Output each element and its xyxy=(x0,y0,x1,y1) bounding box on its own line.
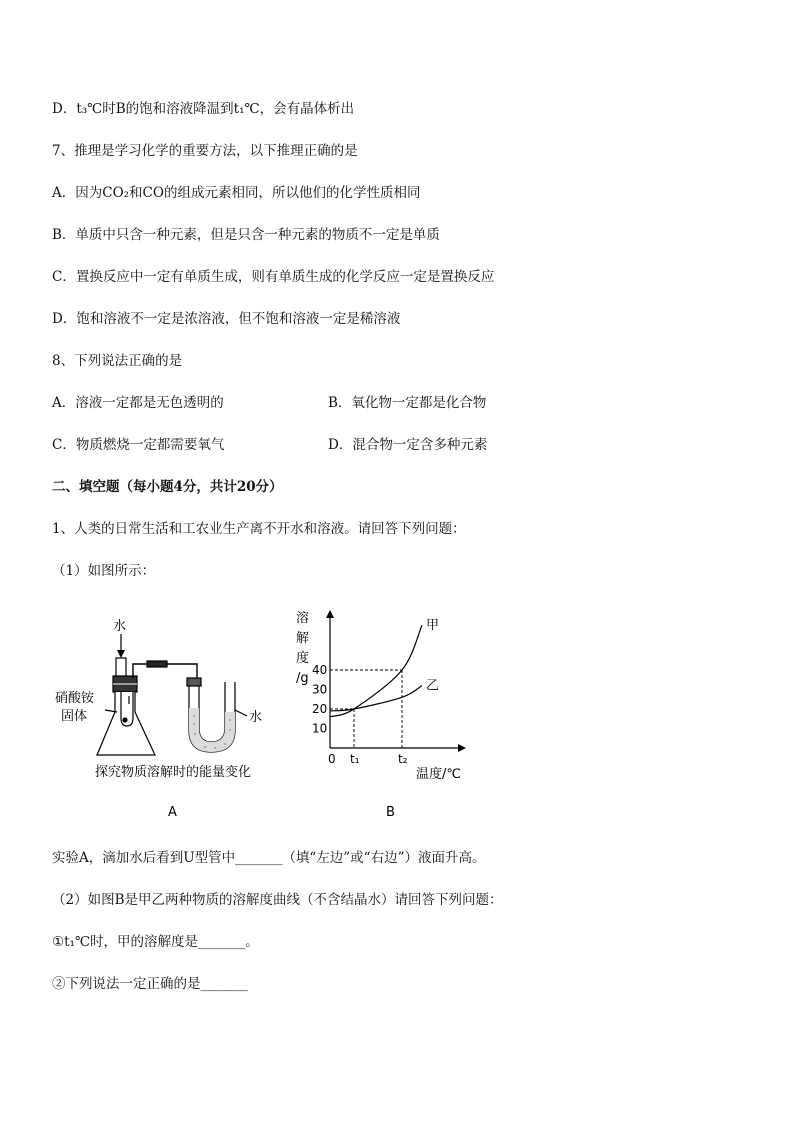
q7-option-a: A．因为CO₂和CO的组成元素相同，所以他们的化学性质相同 xyxy=(52,185,421,201)
q8-option-d: D．混合物一定含多种元素 xyxy=(328,437,488,453)
q8-option-b: B．氧化物一定都是化合物 xyxy=(328,395,487,411)
x-axis-arrow xyxy=(458,744,466,752)
x-tick-label: t₁ xyxy=(350,752,360,766)
fill-q1-part1: （1）如图所示： xyxy=(52,563,156,579)
figure-a-caption: 探究物质溶解时的能量变化 xyxy=(95,765,252,780)
q7-stem: 7、推理是学习化学的重要方法，以下推理正确的是 xyxy=(52,143,358,159)
figure-b-letter: B xyxy=(386,805,395,820)
solid-label-line1: 硝酸铵 xyxy=(55,691,95,706)
series-curve-yi xyxy=(330,686,422,711)
experiment-a-question: 实验A，滴加水后看到U型管中_______（填“左边”或“右边”）液面升高。 xyxy=(52,850,486,866)
figure-a-letter: A xyxy=(168,805,177,820)
section-heading: 二、填空题（每小题4分，共计20分） xyxy=(52,479,283,495)
y-tick-label: 40 xyxy=(312,663,328,677)
series-label: 甲 xyxy=(426,618,440,634)
y-tick-label: 10 xyxy=(312,721,328,736)
fill-q1-stem: 1、人类的日常生活和工农业生产离不开水和溶液。请回答下列问题： xyxy=(52,521,466,537)
fill-q1-part2-sub2: ②下列说法一定正确的是_______ xyxy=(52,976,248,992)
y-axis-label-part: 解 xyxy=(296,631,310,646)
q7-option-d: D．饱和溶液不一定是浓溶液，但不饱和溶液一定是稀溶液 xyxy=(52,311,401,327)
fill-q1-part2: （2）如图B是甲乙两种物质的溶解度曲线（不含结晶水）请回答下列问题： xyxy=(52,892,503,908)
figure-b-chart xyxy=(290,606,480,822)
fill-q1-part2-sub1: ①t₁℃时，甲的溶解度是_______。 xyxy=(52,934,259,950)
y-axis-label xyxy=(296,610,309,686)
q8-stem: 8、下列说法正确的是 xyxy=(52,353,183,369)
origin-label: 0 xyxy=(328,752,336,766)
y-axis-label-part: /g xyxy=(296,671,309,686)
q6-option-d: D．t₃℃时B的饱和溶液降温到t₁℃，会有晶体析出 xyxy=(52,101,355,117)
q7-option-c: C．置换反应中一定有单质生成，则有单质生成的化学反应一定是置换反应 xyxy=(52,269,495,285)
figure-a-apparatus xyxy=(55,612,290,822)
x-tick-label: t₂ xyxy=(398,752,408,766)
q7-option-b: B．单质中只含一种元素，但是只含一种元素的物质不一定是单质 xyxy=(52,227,440,243)
y-axis-label-part: 度 xyxy=(296,651,310,666)
q8-option-a: A．溶液一定都是无色透明的 xyxy=(52,395,224,411)
series-curve-jia xyxy=(330,625,422,717)
series-label: 乙 xyxy=(426,678,440,694)
solid-label-line2: 固体 xyxy=(61,709,88,724)
q8-option-c: C．物质燃烧一定都需要氧气 xyxy=(52,437,225,453)
y-tick-label: 20 xyxy=(312,702,328,716)
y-tick-label: 30 xyxy=(312,682,328,697)
water-label-right: 水 xyxy=(249,710,263,725)
x-axis-label: 温度/℃ xyxy=(416,767,461,782)
y-axis-label-part: 溶 xyxy=(296,611,310,626)
water-label-top: 水 xyxy=(113,619,127,634)
y-axis-arrow xyxy=(326,610,334,618)
